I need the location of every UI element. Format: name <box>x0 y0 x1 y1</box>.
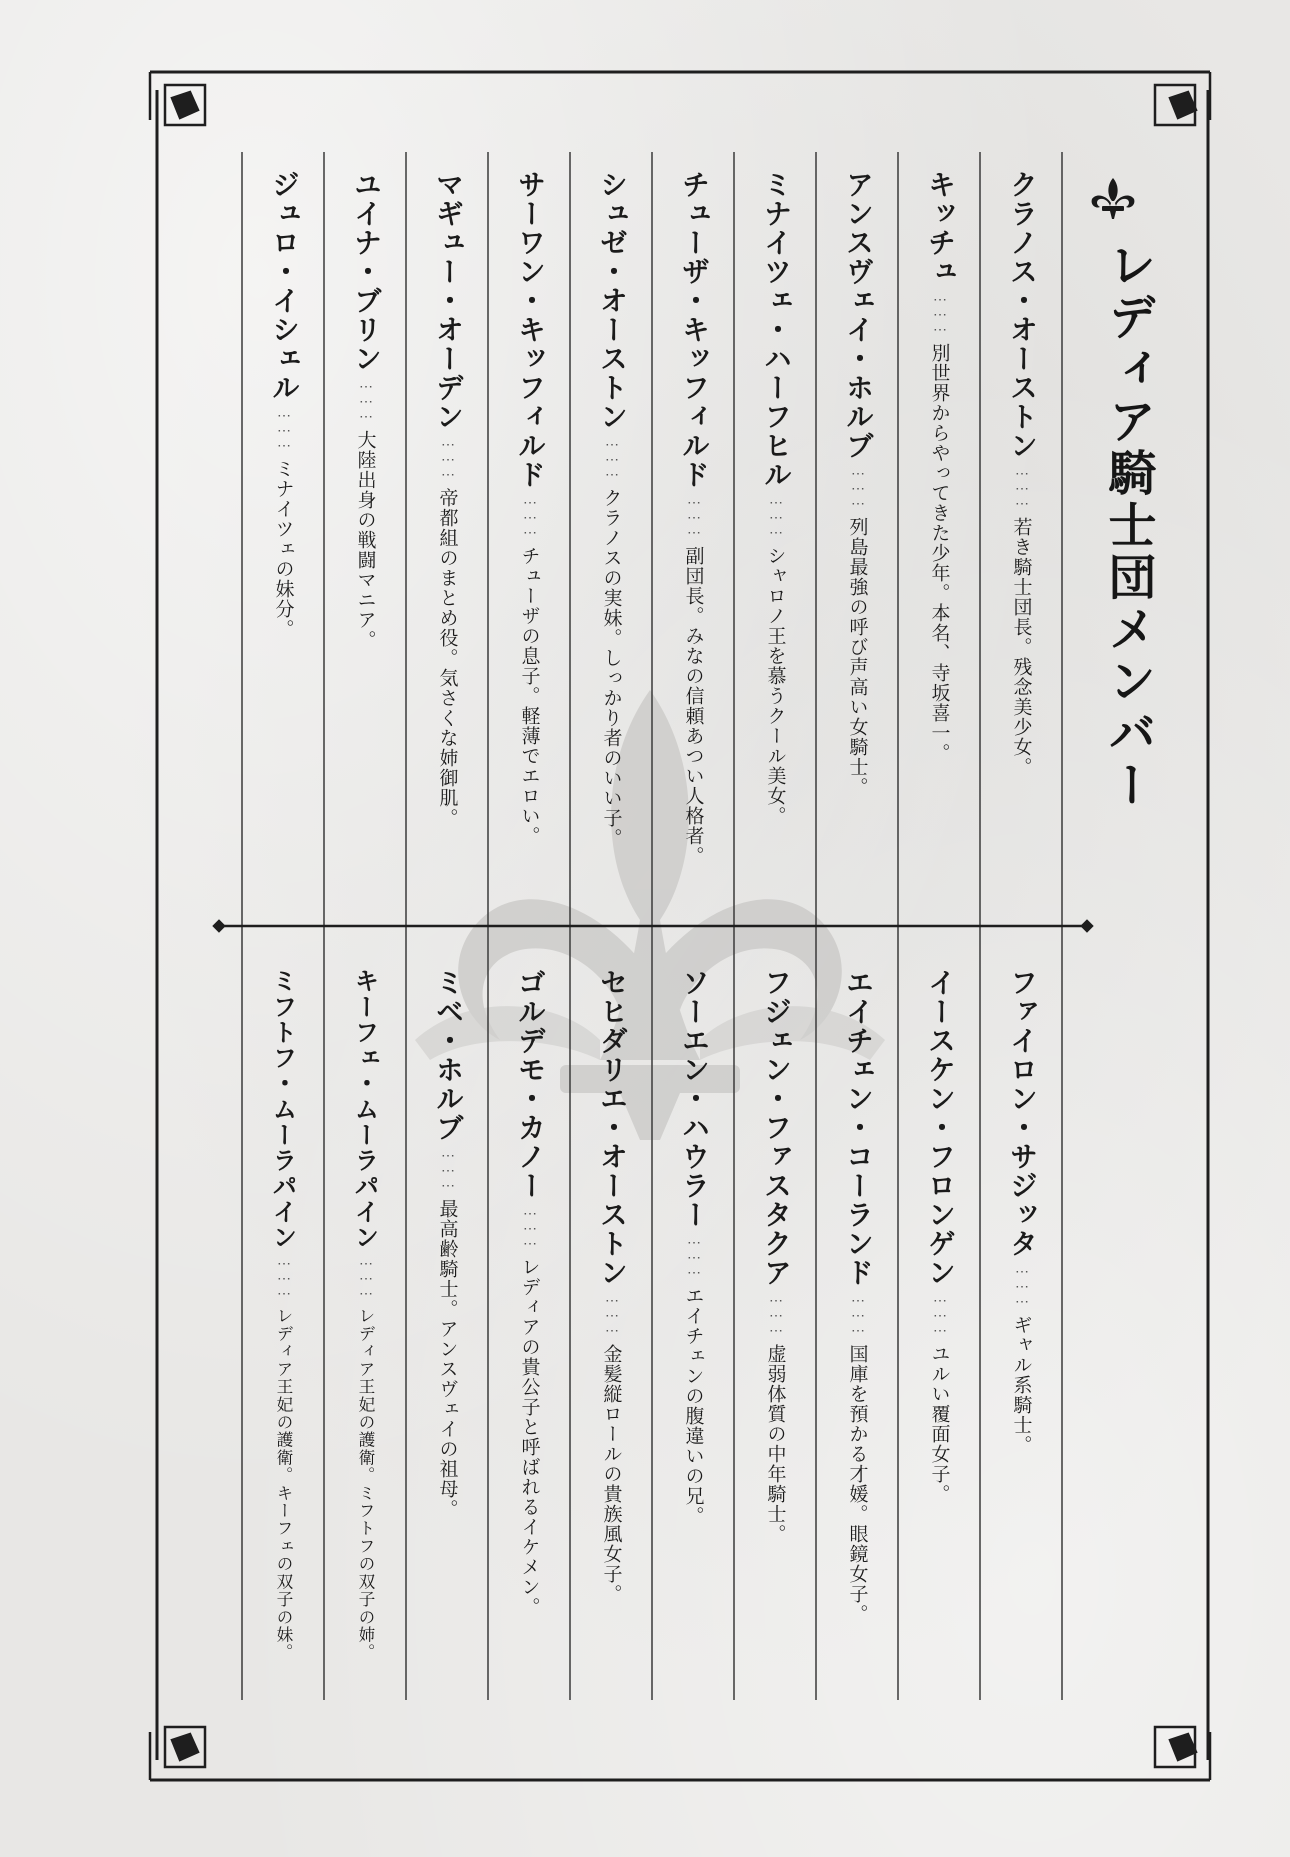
member-entry <box>336 968 396 1661</box>
member-entry <box>746 968 806 1544</box>
leader-dots: ⋯⋯⋯ <box>440 1148 456 1193</box>
leader-dots: ⋯⋯⋯ <box>686 495 702 540</box>
member-name: チューザ・キッフィルド <box>678 170 711 489</box>
leader-dots: ⋯⋯⋯ <box>522 495 538 540</box>
leader-dots: ⋯⋯⋯ <box>768 495 784 540</box>
member-entry <box>418 170 478 828</box>
member-description: エイチェンの腹違いの兄。 <box>682 1286 705 1526</box>
member-description: 虚弱体質の中年騎士。 <box>764 1344 787 1544</box>
member-entry <box>992 968 1052 1455</box>
member-name: セヒダリエ・オーストン <box>596 968 629 1287</box>
member-entry <box>828 968 888 1624</box>
member-entry <box>828 170 888 797</box>
member-description: 副団長。みなの信頼あつい人格者。 <box>682 546 705 866</box>
member-name: ミフトフ・ムーラパイン <box>269 968 299 1251</box>
leader-dots: ⋯⋯⋯ <box>440 437 456 482</box>
leader-dots: ⋯⋯⋯ <box>358 379 374 424</box>
member-entry <box>336 170 396 650</box>
leader-dots: ⋯⋯⋯ <box>604 1293 620 1338</box>
member-description: 列島最強の呼び声高い女騎士。 <box>846 517 869 797</box>
member-name: フジェン・ファスタクア <box>760 968 793 1287</box>
member-name: エイチェン・コーランド <box>842 968 875 1287</box>
leader-dots: ⋯⋯⋯ <box>768 1293 784 1338</box>
member-name: アンスヴェイ・ホルブ <box>842 170 875 460</box>
member-name: シュゼ・オーストン <box>596 170 629 431</box>
member-name: ソーエン・ハウラー <box>678 968 711 1229</box>
member-description: 国庫を預かる才媛。眼鏡女子。 <box>846 1344 869 1624</box>
leader-dots: ⋯⋯⋯ <box>604 437 620 482</box>
leader-dots: ⋯⋯⋯ <box>850 466 866 511</box>
member-description: ギャル系騎士。 <box>1010 1315 1033 1455</box>
leader-dots: ⋯⋯⋯ <box>276 1256 292 1302</box>
member-description: 別世界からやってきた少年。本名、寺坂喜一。 <box>928 343 951 763</box>
member-description: レディア王妃の護衛。ミフトフの双子の姉。 <box>356 1307 376 1662</box>
member-entry <box>582 968 642 1604</box>
member-entry <box>254 968 314 1661</box>
member-entry <box>910 170 970 763</box>
member-description: シャロノ王を慕うクール美女。 <box>764 546 787 826</box>
member-entry <box>910 968 970 1504</box>
leader-dots: ⋯⋯⋯ <box>686 1235 702 1280</box>
member-description: 金髪縦ロールの貴族風女子。 <box>600 1344 623 1604</box>
member-entry <box>664 968 724 1526</box>
member-description: 若き騎士団長。残念美少女。 <box>1010 517 1033 777</box>
leader-dots: ⋯⋯⋯ <box>358 1256 374 1302</box>
member-entry <box>254 170 314 639</box>
member-description: レディア王妃の護衛。キーフェの双子の妹。 <box>274 1307 294 1662</box>
page-title: レディア騎士団メンバー <box>1100 240 1156 812</box>
member-entry <box>418 968 478 1519</box>
member-name: キーフェ・ムーラパイン <box>351 968 381 1251</box>
member-name: クラノス・オーストン <box>1006 170 1039 460</box>
member-entry <box>500 170 560 846</box>
leader-dots: ⋯⋯⋯ <box>1014 466 1030 511</box>
member-entry <box>992 170 1052 777</box>
member-name: マギュー・オーデン <box>432 170 465 431</box>
member-description: 大陸出身の戦闘マニア。 <box>354 430 377 650</box>
member-name: ジュロ・イシェル <box>268 170 301 402</box>
leader-dots: ⋯⋯⋯ <box>932 1293 948 1338</box>
member-name: サーワン・キッフィルド <box>514 170 547 489</box>
member-entry <box>500 968 560 1617</box>
member-description: 最高齢騎士。アンスヴェイの祖母。 <box>436 1199 459 1519</box>
member-name: ゴルデモ・カノー <box>514 968 547 1200</box>
member-entry <box>582 170 642 848</box>
member-entry <box>746 170 806 826</box>
member-description: ユルい覆面女子。 <box>928 1344 951 1504</box>
member-description: チューザの息子。軽薄でエロい。 <box>518 546 541 846</box>
member-name: ミナイツェ・ハーフヒル <box>760 170 793 489</box>
member-name: イースケン・フロンゲン <box>924 968 957 1287</box>
member-description: レディアの貴公子と呼ばれるイケメン。 <box>518 1257 541 1617</box>
member-description: ミナイツェの妹分。 <box>272 459 295 639</box>
member-description: クラノスの実妹。しっかり者のいい子。 <box>600 488 623 848</box>
fleur-de-lis-icon <box>1088 175 1138 225</box>
member-entry <box>664 170 724 866</box>
member-name: キッチュ <box>924 170 957 286</box>
member-name: ミベ・ホルブ <box>432 968 465 1142</box>
member-name: ファイロン・サジッタ <box>1006 968 1039 1258</box>
leader-dots: ⋯⋯⋯ <box>522 1206 538 1251</box>
leader-dots: ⋯⋯⋯ <box>276 408 292 453</box>
leader-dots: ⋯⋯⋯ <box>932 292 948 337</box>
member-name: ユイナ・ブリン <box>350 170 383 373</box>
leader-dots: ⋯⋯⋯ <box>850 1293 866 1338</box>
leader-dots: ⋯⋯⋯ <box>1014 1264 1030 1309</box>
member-description: 帝都組のまとめ役。気さくな姉御肌。 <box>436 488 459 828</box>
